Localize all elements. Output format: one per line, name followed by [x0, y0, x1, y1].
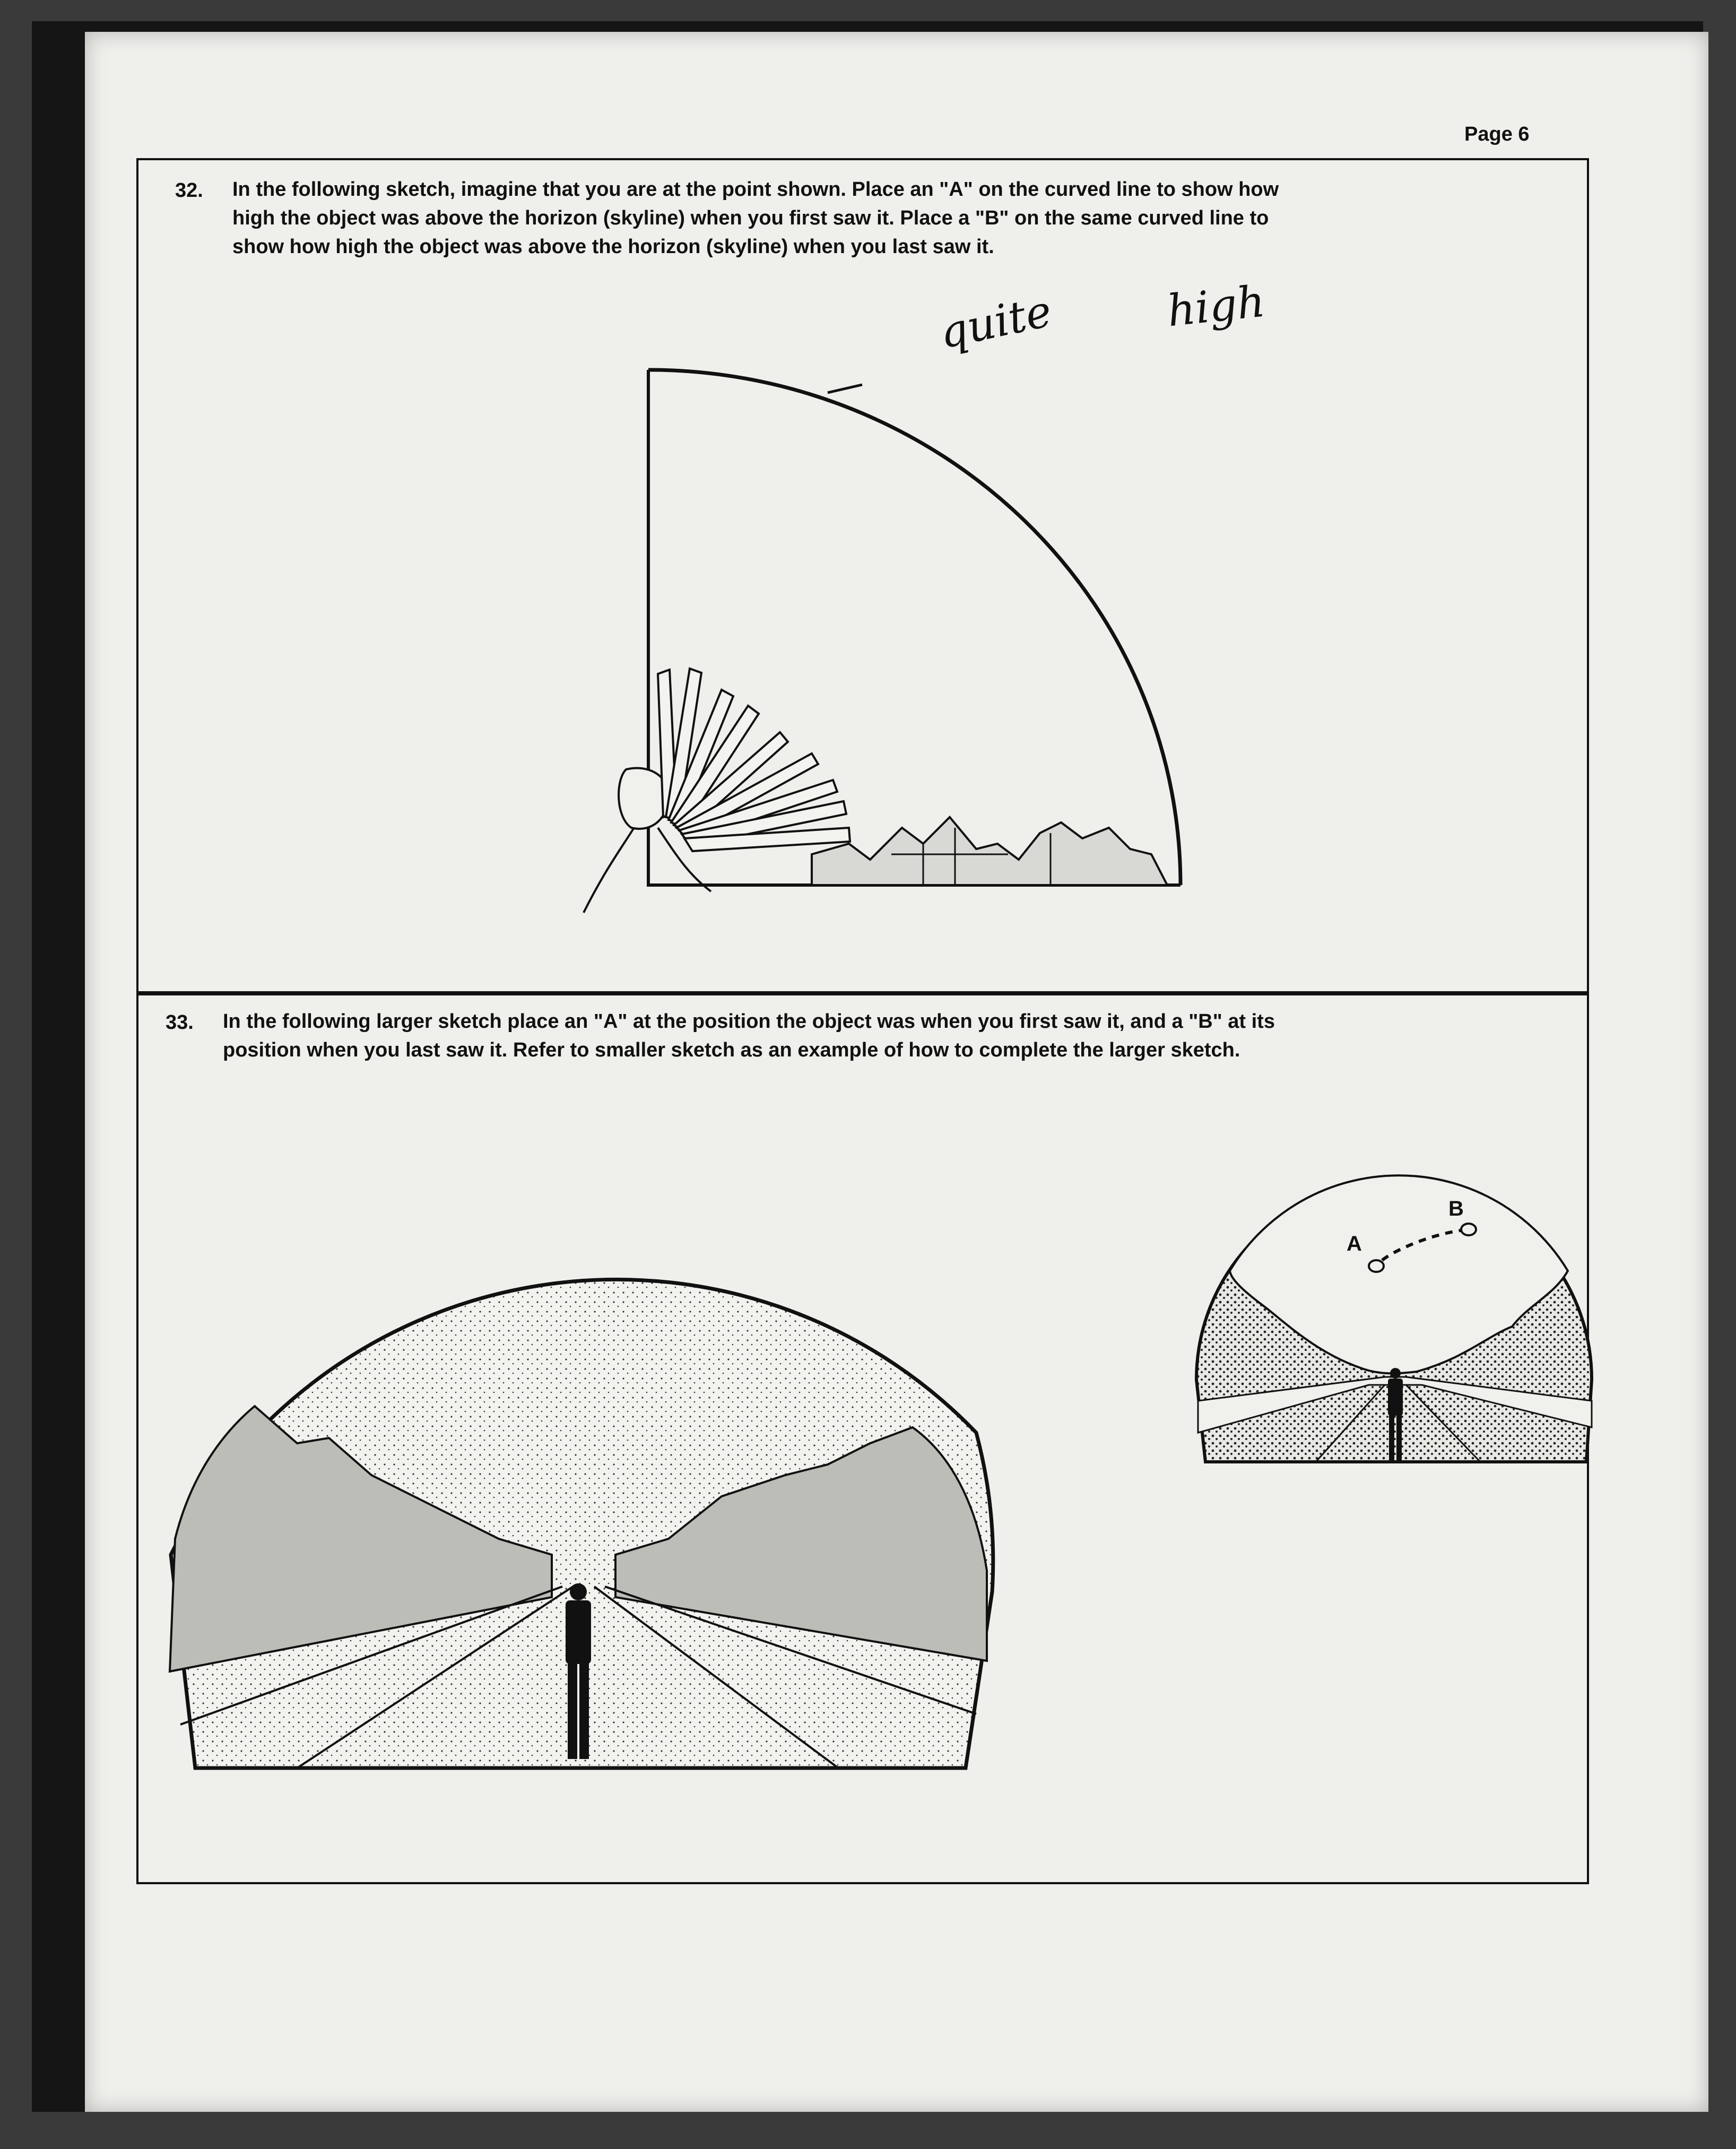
large-road-sketch	[170, 1279, 993, 1768]
question-33-line: In the following larger sketch place an "A" at the position the object was when you first saw it, and a "B" at its	[223, 1010, 1275, 1033]
example-label-a: A	[1347, 1232, 1362, 1255]
question-33-line: position when you last saw it. Refer to smaller sketch as an example of how to complete the larger sketch.	[223, 1039, 1240, 1061]
handwritten-word: quite	[935, 285, 1056, 359]
question-32-number: 32.	[175, 179, 203, 202]
example-label-b: B	[1448, 1197, 1464, 1220]
question-32-line: show how high the object was above the horizon (skyline) when you last saw it.	[232, 236, 994, 258]
page-number: Page 6	[1464, 123, 1530, 145]
quarter-circle-sketch	[584, 370, 1181, 913]
question-32-line: In the following sketch, imagine that you are at the point shown. Place an "A" on the curved line to show how	[232, 178, 1279, 201]
handwritten-word: high	[1165, 276, 1268, 337]
question-32-line: high the object was above the horizon (skyline) when you first saw it. Place a "B" on the same curved line to	[232, 207, 1269, 229]
small-example-sketch	[1196, 1175, 1592, 1465]
question-33-number: 33.	[166, 1011, 194, 1034]
